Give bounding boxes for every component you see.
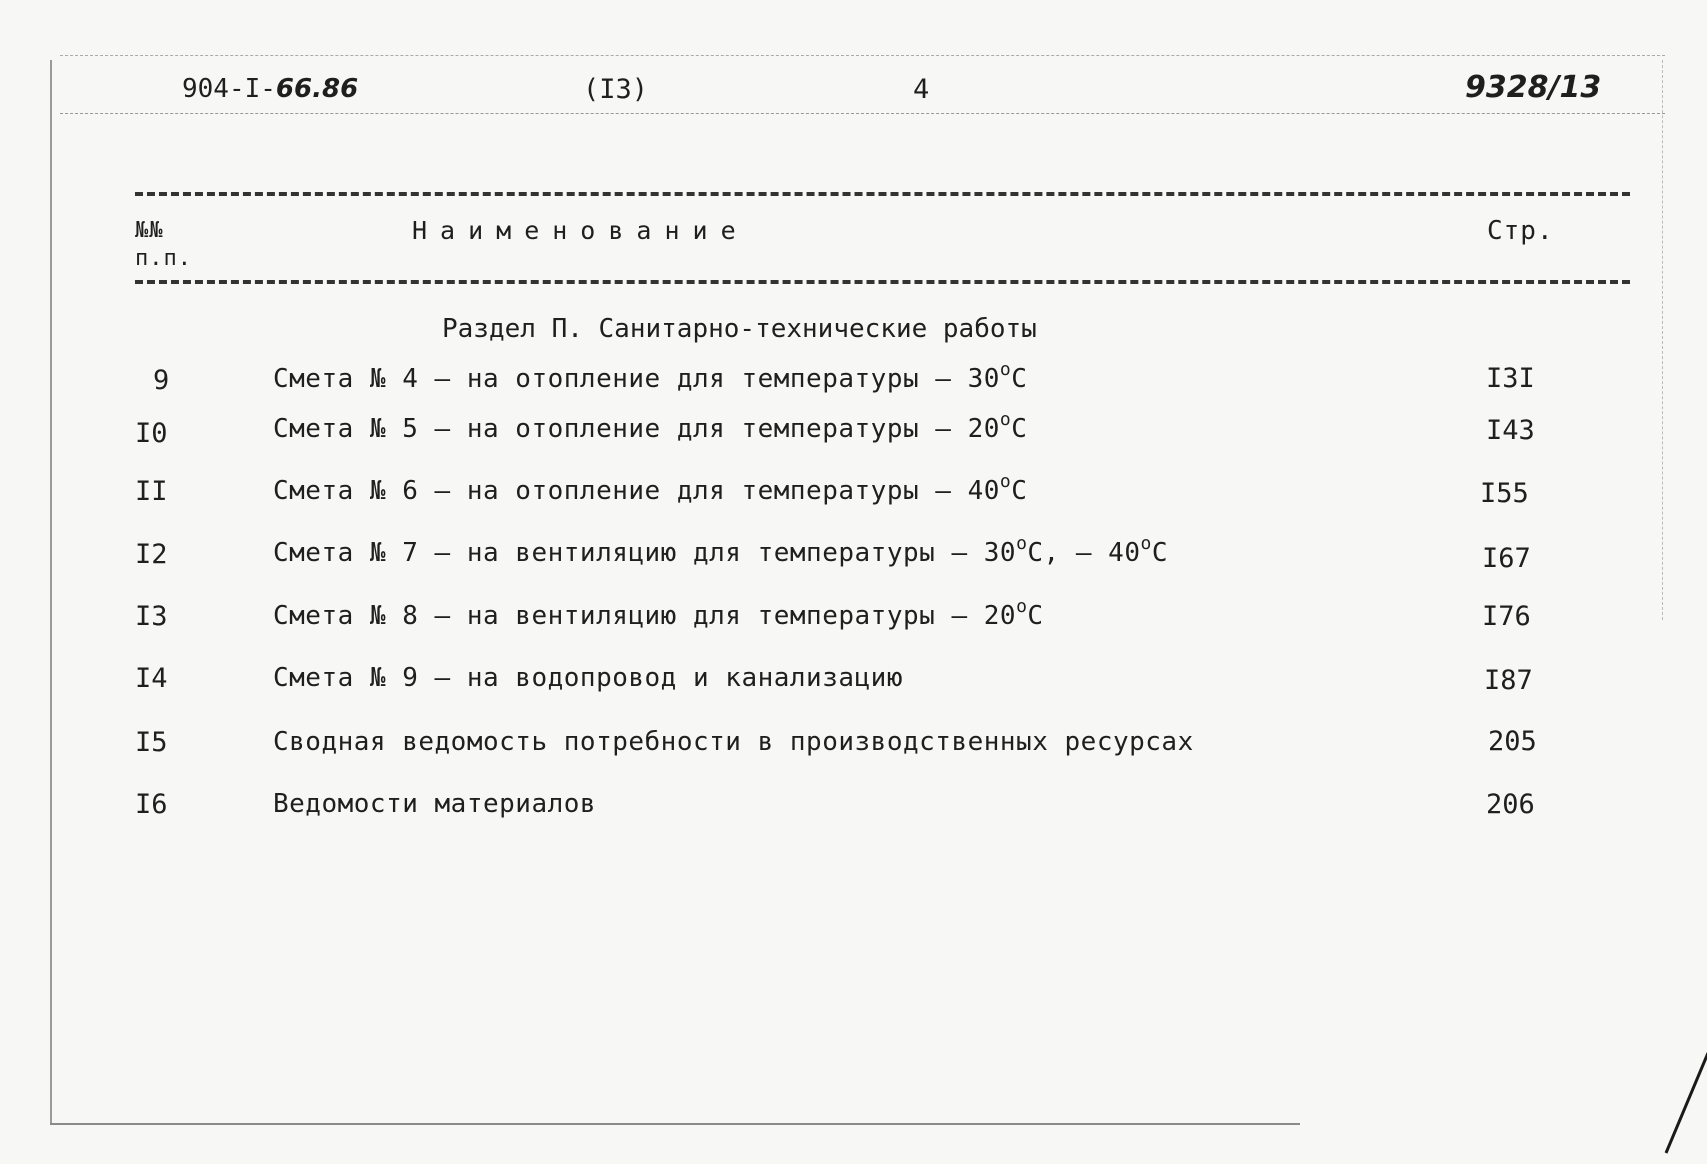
row-page: I3I xyxy=(1486,363,1535,394)
row-title: Смета № 9 – на водопровод и канализацию xyxy=(273,663,903,693)
row-page: 206 xyxy=(1486,789,1535,820)
row-number: I5 xyxy=(135,727,168,758)
document-code-handwritten: 66.86 xyxy=(275,74,359,104)
row-title: Смета № 8 – на вентиляцию для температуры – $20^оС$ xyxy=(273,596,1044,631)
sheet-reference: (I3) xyxy=(583,74,649,105)
document-code xyxy=(182,74,358,104)
table-top-dashes xyxy=(135,192,1630,196)
column-header-name: Наименование xyxy=(412,216,749,245)
frame-top-line xyxy=(60,55,1665,56)
table-header-bottom-dashes xyxy=(135,280,1630,284)
row-number: I3 xyxy=(135,601,168,632)
row-title: Ведомости материалов xyxy=(273,789,597,819)
row-number: I0 xyxy=(135,418,168,449)
section-title: Раздел П. Санитарно-технические работы xyxy=(442,314,1037,344)
row-title: Смета № 5 – на отопление для температуры – $20^оС$ xyxy=(273,409,1028,444)
row-number: I2 xyxy=(135,539,168,570)
pen-stroke-mark xyxy=(1658,1048,1707,1158)
row-title: Смета № 6 – на отопление для температуры – $40^оС$ xyxy=(273,471,1028,506)
row-number: I6 xyxy=(135,789,168,820)
row-page: I67 xyxy=(1482,543,1531,574)
row-title: Смета № 4 – на отопление для температуры – $30^оС$ xyxy=(273,359,1028,394)
frame-bottom-line xyxy=(50,1123,1300,1125)
row-page: I55 xyxy=(1480,478,1529,509)
row-number: 9 xyxy=(153,365,170,396)
document-code-printed: 904-I- xyxy=(182,74,276,104)
row-page: 205 xyxy=(1488,726,1537,757)
archive-number: 9328/13 xyxy=(1465,70,1602,105)
row-page: I87 xyxy=(1484,665,1533,696)
frame-right-line xyxy=(1662,60,1663,620)
frame-left-line xyxy=(50,60,52,1125)
row-number: II xyxy=(135,476,168,507)
row-title: Сводная ведомость потребности в производственных ресурсах xyxy=(273,727,1194,757)
page-number: 4 xyxy=(913,74,930,105)
row-number: I4 xyxy=(135,663,168,694)
row-page: I76 xyxy=(1482,601,1531,632)
column-header-number: №№ xyxy=(135,218,164,243)
column-header-number-sub: п.п. xyxy=(135,246,192,271)
row-title: Смета № 7 – на вентиляцию для температуры – $30^оС$, – $40^оС$ xyxy=(273,533,1168,568)
row-page: I43 xyxy=(1486,415,1535,446)
header-bottom-line xyxy=(60,113,1665,114)
column-header-page: Стр. xyxy=(1487,216,1554,246)
